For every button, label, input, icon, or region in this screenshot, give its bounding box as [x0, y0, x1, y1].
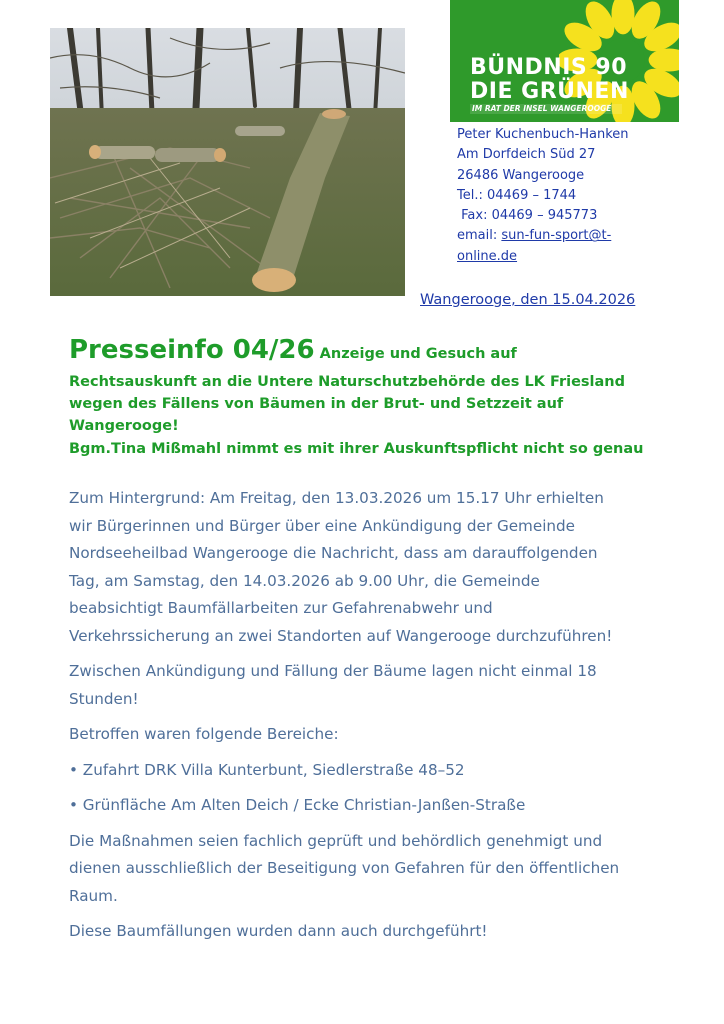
bullet-item-1 — [69, 757, 669, 785]
party-logo — [450, 0, 679, 122]
headline-line-3: wegen des Fällens von Bäumen in der Brut- und Setzzeit auf — [69, 396, 564, 412]
body-paragraph-4 — [69, 828, 669, 911]
body-paragraph-5 — [69, 918, 669, 946]
text-line: Raum. — [69, 886, 118, 905]
text-line: Tag, am Samstag, den 14.03.2026 ab 9.00 Uhr, die Gemeinde — [69, 571, 540, 590]
text-line: dienen ausschließlich der Beseitigung von Gefahren für den öffentlichen — [69, 859, 620, 877]
text-line: Zum Hintergrund: Am Freitag, den 13.03.2026 um 15.17 Uhr erhielten — [69, 489, 604, 507]
body-paragraph-3 — [69, 721, 669, 749]
text-line: Betroffen waren folgende Bereiche: — [69, 725, 339, 743]
headline-row-4 — [69, 415, 679, 438]
headline-title: Presseinfo 04/26 — [69, 335, 315, 365]
body-paragraph-2 — [69, 658, 669, 713]
dateline: Wangerooge, den 15.04.2026 — [420, 292, 636, 308]
text-line: Verkehrssicherung an zwei Standorten auf Wangerooge durchzuführen! — [69, 626, 613, 645]
text-line: Die Maßnahmen seien fachlich geprüft und behördlich genehmigt und — [69, 831, 603, 850]
text-line: Diese Baumfällungen wurden dann auch durchgeführt! — [69, 922, 488, 940]
bullet-item-2 — [69, 792, 669, 820]
headline-line-1: Anzeige und Gesuch auf — [314, 346, 517, 362]
logo-line-1: BÜNDNIS 90 — [470, 55, 628, 80]
email-link-part-2[interactable]: online.de — [457, 248, 518, 264]
headline-row-1 — [69, 333, 679, 371]
text-line: Zwischen Ankündigung und Fällung der Bäume lagen nicht einmal 18 — [69, 662, 597, 680]
body-paragraph-1 — [69, 485, 669, 650]
contact-tel: Tel.: 04469 – 1744 — [457, 187, 577, 203]
text-line: Nordseeheilbad Wangerooge die Nachricht, dass am darauffolgenden — [69, 544, 598, 562]
text-line: Stunden! — [69, 689, 139, 708]
headline-line-5: Bgm.Tina Mißmahl nimmt es mit ihrer Auskunftspflicht nicht so genau — [69, 441, 644, 457]
email-link-part-1[interactable]: sun-fun-sport@t- — [501, 228, 612, 244]
contact-city: 26486 Wangerooge — [457, 167, 585, 183]
text-line: beabsichtigt Baumfällarbeiten zur Gefahrenabwehr und — [69, 599, 493, 617]
text-line: wir Bürgerinnen und Bürger über eine Ankündigung der Gemeinde — [69, 516, 576, 535]
contact-email-row-2 — [457, 247, 717, 267]
press-headline — [69, 333, 679, 460]
logo-line-2: DIE GRÜNEN — [470, 79, 629, 104]
text-line: • Zufahrt DRK Villa Kunterbunt, Siedlerstraße 48–52 — [69, 760, 465, 779]
headline-line-2: Rechtsauskunft an die Untere Naturschutzbehörde des LK Friesland — [69, 374, 625, 390]
press-body — [69, 485, 669, 946]
contact-email-label: email: — [457, 228, 502, 244]
contact-name: Peter Kuchenbuch-Hanken — [457, 127, 629, 142]
felled-trees-photo — [50, 28, 405, 296]
contact-street: Am Dorfdeich Süd 27 — [457, 147, 596, 163]
contact-email-row — [457, 226, 717, 246]
headline-line-4: Wangerooge! — [69, 418, 179, 434]
contact-block — [457, 125, 717, 267]
logo-tagline: IM RAT DER INSEL WANGEROOGE — [470, 104, 622, 114]
text-line: • Grünfläche Am Alten Deich / Ecke Christian-Janßen-Straße — [69, 796, 526, 814]
contact-fax: Fax: 04469 – 945773 — [457, 208, 598, 224]
